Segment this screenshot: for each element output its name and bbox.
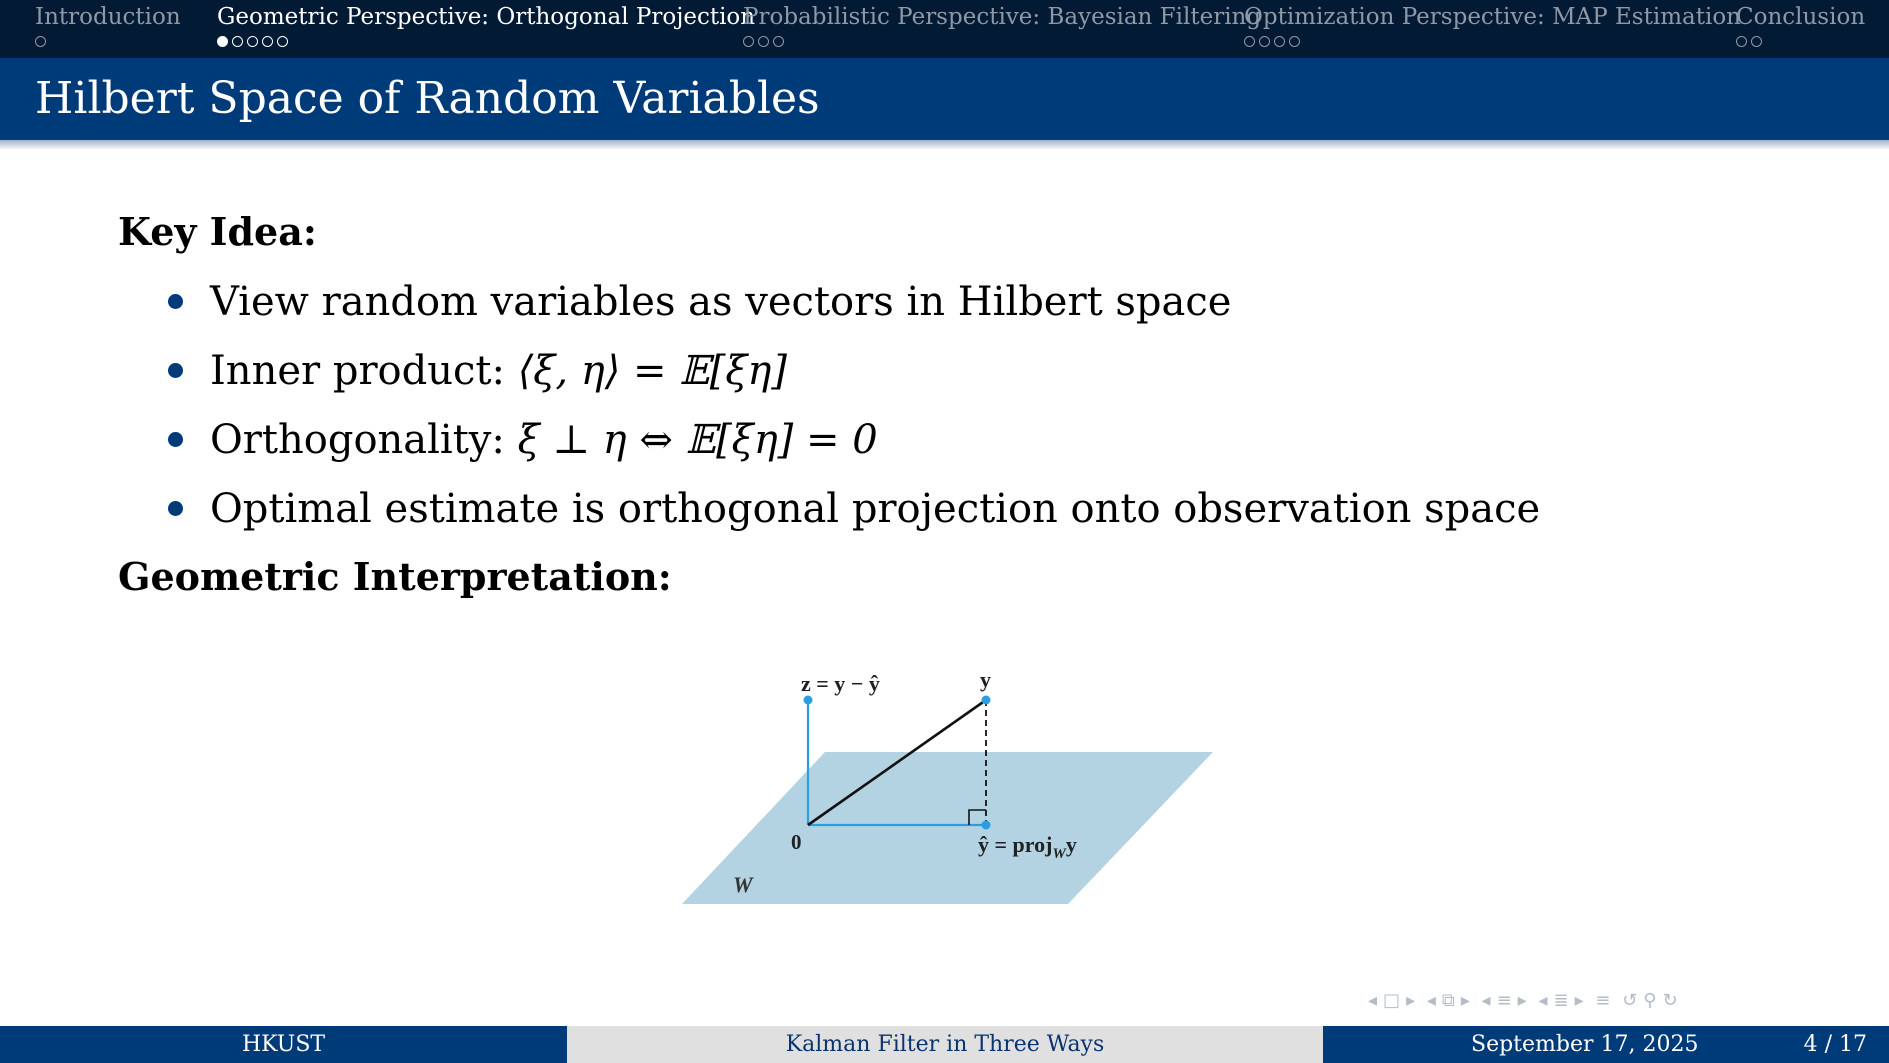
slide-dot[interactable]: [35, 36, 46, 47]
orthogonal-projection-diagram: [670, 660, 1230, 920]
document-icon[interactable]: ≡: [1595, 990, 1611, 1011]
nav-slide-dots: [35, 34, 181, 52]
inner-product-formula: ⟨ξ, η⟩ = 𝔼[ξη]: [517, 348, 787, 394]
list-item: [160, 347, 1540, 416]
section-icon[interactable]: ≣: [1553, 990, 1569, 1011]
subsection-icon[interactable]: ≡: [1496, 990, 1512, 1011]
forward-icon[interactable]: ↻: [1662, 990, 1678, 1011]
nav-slide-dots: [743, 34, 1261, 52]
subsection-prev-icon[interactable]: ◂: [1481, 990, 1491, 1011]
nav-section-title[interactable]: Probabilistic Perspective: Bayesian Filtering: [743, 4, 1262, 30]
geometric-heading: Geometric Interpretation:: [118, 554, 672, 599]
label-yhat-subscript: W: [1052, 846, 1066, 862]
section-prev-icon[interactable]: ◂: [1538, 990, 1548, 1011]
point-yhat: [982, 821, 991, 830]
footer: [0, 1026, 1889, 1063]
bullet-icon: [168, 294, 183, 309]
slide-dot[interactable]: [1289, 36, 1300, 47]
nav-section-conclusion[interactable]: [1736, 0, 1865, 52]
nav-section-geometric[interactable]: [217, 0, 755, 52]
bullet-icon: [168, 501, 183, 516]
bullet-label: Inner product:: [210, 348, 505, 394]
slide-icon[interactable]: □: [1383, 990, 1401, 1011]
list-item: [160, 278, 1540, 347]
nav-section-introduction[interactable]: [35, 0, 181, 52]
search-icon[interactable]: ⚲: [1643, 990, 1657, 1011]
orthogonality-formula: ξ ⊥ η ⇔ 𝔼[ξη] = 0: [517, 417, 878, 463]
footer-date: September 17, 2025: [1471, 1032, 1699, 1057]
bullet-icon: [168, 363, 183, 378]
slide-dot[interactable]: [1259, 36, 1270, 47]
label-plane-w: W: [733, 872, 753, 897]
bullet-text: Optimal estimate is orthogonal projection onto observation space: [210, 486, 1541, 532]
list-item: [160, 485, 1540, 554]
slide-next-icon[interactable]: ▸: [1406, 990, 1416, 1011]
footer-institution: HKUST: [0, 1026, 567, 1063]
slide-dot[interactable]: [773, 36, 784, 47]
label-yhat-main: ŷ = proj: [978, 832, 1053, 857]
point-y: [982, 696, 991, 705]
footer-page-number: 4 / 17: [1803, 1032, 1867, 1057]
bullet-text: View random variables as vectors in Hilbert space: [210, 279, 1232, 325]
frame-prev-icon[interactable]: ◂: [1426, 990, 1436, 1011]
slide-prev-icon[interactable]: ◂: [1368, 990, 1378, 1011]
slide-dot[interactable]: [247, 36, 258, 47]
key-idea-heading: Key Idea:: [118, 209, 317, 254]
nav-section-title[interactable]: Introduction: [35, 4, 181, 30]
section-navigation-bar: [0, 0, 1889, 58]
subspace-plane: [682, 752, 1213, 904]
nav-section-title[interactable]: Conclusion: [1736, 4, 1866, 30]
label-y: y: [980, 667, 991, 692]
nav-slide-dots: [1244, 34, 1741, 52]
list-item: [160, 416, 1540, 485]
slide-dot[interactable]: [1274, 36, 1285, 47]
nav-section-optimization[interactable]: [1244, 0, 1741, 52]
nav-slide-dots: [217, 34, 755, 52]
subsection-next-icon[interactable]: ▸: [1517, 990, 1527, 1011]
nav-section-probabilistic[interactable]: [743, 0, 1261, 52]
footer-talk-title: Kalman Filter in Three Ways: [567, 1026, 1323, 1063]
slide-dot[interactable]: [1736, 36, 1747, 47]
slide-dot[interactable]: [277, 36, 288, 47]
frame-next-icon[interactable]: ▸: [1460, 990, 1470, 1011]
point-z: [804, 696, 813, 705]
nav-section-title[interactable]: Optimization Perspective: MAP Estimation: [1244, 4, 1741, 30]
slide-dot[interactable]: [1751, 36, 1762, 47]
section-next-icon[interactable]: ▸: [1574, 990, 1584, 1011]
bullet-icon: [168, 432, 183, 447]
footer-right: [1323, 1026, 1889, 1063]
label-yhat-tail: y: [1065, 832, 1077, 857]
current-slide-dot[interactable]: [217, 36, 228, 47]
label-z: z = y − ŷ: [801, 671, 880, 696]
slide-dot[interactable]: [262, 36, 273, 47]
slide-dot[interactable]: [758, 36, 769, 47]
title-shadow: [0, 140, 1889, 150]
label-origin: 0: [791, 830, 802, 854]
key-idea-list: [160, 278, 1540, 554]
slide-dot[interactable]: [743, 36, 754, 47]
beamer-navigation-controls: [1368, 990, 1684, 1016]
bullet-label: Orthogonality:: [210, 417, 505, 463]
frame-title: Hilbert Space of Random Variables: [35, 73, 820, 124]
back-icon[interactable]: ↺: [1622, 990, 1638, 1011]
slide-dot[interactable]: [232, 36, 243, 47]
nav-slide-dots: [1736, 34, 1865, 52]
slide-dot[interactable]: [1244, 36, 1255, 47]
frame-title-bar: [0, 58, 1889, 140]
nav-section-title[interactable]: Geometric Perspective: Orthogonal Projection: [217, 4, 756, 30]
frame-icon[interactable]: ⧉: [1441, 990, 1455, 1011]
